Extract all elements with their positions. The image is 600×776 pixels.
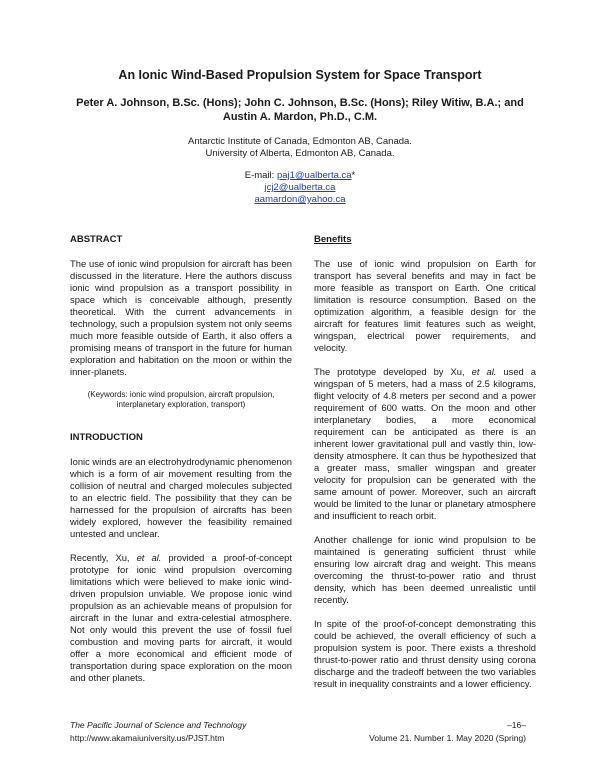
email-link-1[interactable]: paj1@ualberta.ca [276, 170, 352, 181]
benefits-paragraph-4: In spite of the proof-of-concept demonstrating this could be achieved, the overall efficiency of such a propulsion system is poor. There exists a threshold thrust-to-power ratio and thrust density using corona discharge and the tradeoff between the two variables result in inequality constraints and a lower efficiency. [314, 618, 536, 689]
authors-line-2: Austin A. Mardon, Ph.D., C.M. [222, 111, 378, 123]
abstract-heading: ABSTRACT [70, 234, 123, 245]
introduction-heading: INTRODUCTION [70, 432, 143, 443]
keywords: (Keywords: ionic wind propulsion, aircraft propulsion, interplanetary exploration, transport) [87, 390, 275, 409]
benefits-paragraph-2: The prototype developed by Xu, et al. used a wingspan of 5 meters, had a mass of 2.5 kilograms, flight velocity of 4.8 meters per second and a power requirement of 600 watts. On the moon and other interplanetary bodies, a more economical requirement can be anticipated as there is an inherent lower gravitational pull and vastly thin, low-density atmosphere. It can thus be hypothesized that a greater mass, smaller wingspan and greater velocity for propulsion can be generated with the same amount of power. Moreover, such an aircraft would be limited to the lunar or planetary atmosphere and insufficient to reach orbit. [314, 366, 536, 521]
paper-title: An Ionic Wind-Based Propulsion System for Space Transport [118, 68, 482, 82]
benefits-paragraph-1: The use of ionic wind propulsion on Earth for transport has several benefits and may in fact be more feasible as transport on Earth. One critical limitation is resource consumption. Based on the optimization algorithm, a feasible design for the aircraft for features limit features such as weight, wingspan, electrical power requirements, and velocity. [314, 258, 536, 353]
volume-info: Volume 21. Number 1. May 2020 (Spring) [369, 733, 526, 743]
affiliations [0, 136, 600, 160]
intro-paragraph-2: Recently, Xu, et al. provided a proof-of-concept prototype for ionic wind propulsion overcoming limitations which were believed to make ionic wind-driven propulsion unviable. We propose ionic wind propulsion as an achievable means of propulsion for aircraft in the lunar and extra-celestial atmosphere. Not only would this prevent the use of fossil fuel combustion and moving parts for aircraft, it would offer a more economical and efficient mode of transportation during space exploration on the moon and other planets. [70, 552, 292, 683]
page-number: –16– [507, 720, 526, 730]
right-column [314, 234, 536, 702]
benefits-heading: Benefits [314, 234, 352, 245]
email-link-2[interactable]: jcj2@ualberta.ca [264, 182, 336, 193]
email-link-3[interactable]: aamardon@yahoo.ca [254, 194, 346, 205]
authors-line-1: Peter A. Johnson, B.Sc. (Hons); John C. Johnson, B.Sc. (Hons); Riley Witiw, B.A.; and [76, 97, 524, 109]
footer-right [369, 719, 526, 745]
abstract-text: The use of ionic wind propulsion for aircraft has been discussed in the literature. Here the authors discuss ionic wind propulsion as a transport possibility in space which is conceivable although, presently theoretical. With the current advancements in technology, such a propulsion system not only seems much more feasible outside of Earth, it also offers a promising means of transport in the future for human exploration and habitation on the moon or within the inner-planets. [70, 258, 292, 377]
journal-url-link[interactable]: http://www.akamaiuniversity.us/PJST.htm [70, 733, 225, 743]
email-block [0, 170, 600, 206]
journal-name: The Pacific Journal of Science and Technology [70, 720, 247, 730]
intro-paragraph-1: Ionic winds are an electrohydrodynamic phenomenon which is a form of air movement resulting from the collision of neutral and charged molecules subjected to an electric field. The possibility that they can be harnessed for the propulsion of aircrafts has been widely explored, however the feasibility remained untested and unclear. [70, 456, 293, 539]
left-column [70, 234, 292, 696]
corresponding-author-marker: * [351, 170, 356, 181]
email-label: E-mail: [244, 170, 277, 181]
benefits-paragraph-3: Another challenge for ionic wind propulsion to be maintained is generating sufficient thrust while ensuring low aircraft drag and weight. This means overcoming the thrust-to-power ratio and thrust density, which has been deemed unrealistic until recently. [314, 534, 536, 605]
footer-left [70, 719, 246, 745]
affiliation-1: Antarctic Institute of Canada, Edmonton AB, Canada. [188, 136, 412, 147]
affiliation-2: University of Alberta, Edmonton AB, Canada. [205, 148, 395, 159]
author-list [60, 96, 540, 124]
